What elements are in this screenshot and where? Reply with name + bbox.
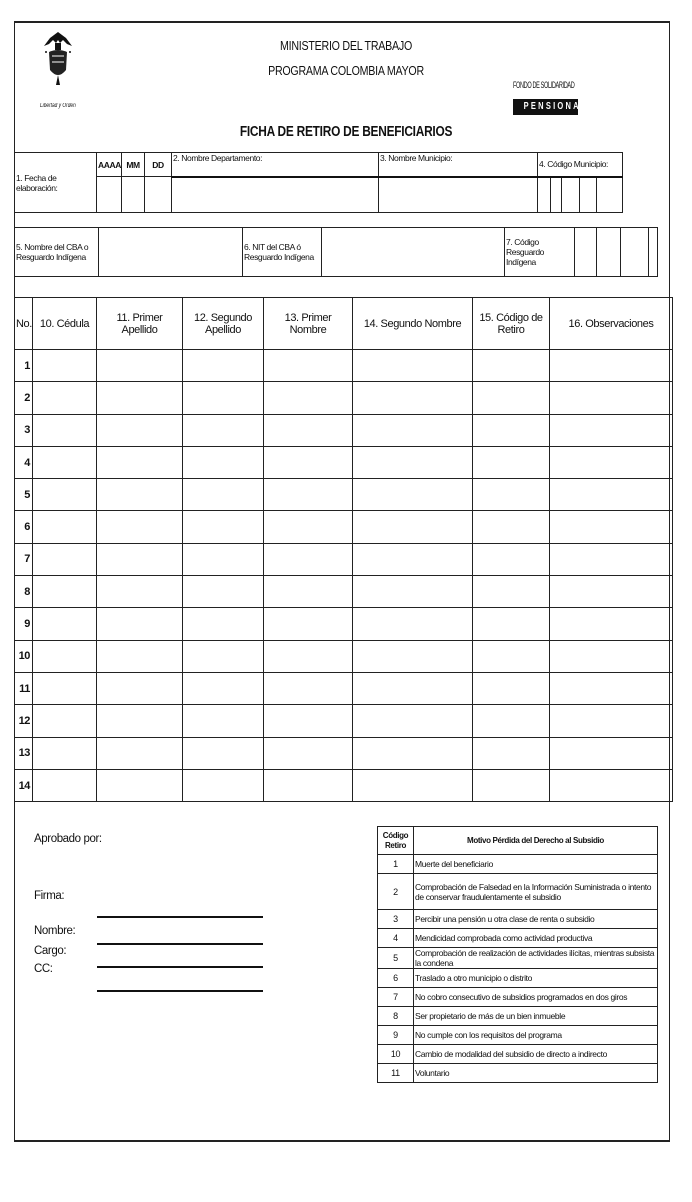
table-cell[interactable] (353, 640, 473, 672)
table-cell[interactable] (183, 414, 264, 446)
cargo-line[interactable] (97, 966, 263, 968)
code-number: 4 (378, 929, 414, 948)
table-cell[interactable] (97, 414, 183, 446)
table-cell[interactable] (473, 414, 550, 446)
table-cell[interactable] (183, 737, 264, 769)
departamento-label: 2. Nombre Departamento: (172, 153, 379, 177)
nombre-label: Nombre: (34, 925, 76, 937)
table-cell[interactable] (183, 640, 264, 672)
table-cell[interactable] (473, 705, 550, 737)
col-header-codigo-retiro: 15. Código de Retiro (473, 298, 550, 350)
row-number: 4 (15, 446, 33, 478)
col-header-primer-nombre: 13. Primer Nombre (264, 298, 353, 350)
form-title: FICHA DE RETIRO DE BENEFICIARIOS (239, 124, 453, 140)
table-cell[interactable] (33, 479, 97, 511)
table-cell[interactable] (550, 672, 673, 704)
table-cell[interactable] (183, 769, 264, 801)
table-cell[interactable] (33, 350, 97, 382)
codigo-resguardo-digit[interactable] (649, 228, 658, 277)
table-cell[interactable] (550, 608, 673, 640)
table-cell[interactable] (353, 737, 473, 769)
table-cell[interactable] (550, 640, 673, 672)
table-cell[interactable] (473, 511, 550, 543)
table-row (15, 769, 673, 801)
table-cell[interactable] (473, 640, 550, 672)
code-reason: Muerte del beneficiario (414, 855, 658, 874)
row-number: 14 (15, 769, 33, 801)
firma-label: Firma: (34, 890, 65, 902)
table-cell[interactable] (97, 640, 183, 672)
col-header-segundo-apellido: 12. Segundo Apellido (183, 298, 264, 350)
table-cell[interactable] (183, 479, 264, 511)
municipio-input[interactable] (379, 177, 538, 213)
table-cell[interactable] (264, 543, 353, 575)
cargo-label: Cargo: (34, 945, 67, 957)
code-number: 11 (378, 1064, 414, 1083)
table-header-row (15, 298, 673, 350)
table-cell[interactable] (33, 511, 97, 543)
table-row (15, 414, 673, 446)
table-cell[interactable] (183, 382, 264, 414)
fondo-logo-pensional: PENSIONAL (513, 99, 578, 115)
table-cell[interactable] (183, 543, 264, 575)
table-cell[interactable] (353, 382, 473, 414)
code-reason: Mendicidad comprobada como actividad productiva (414, 929, 658, 948)
municipio-label: 3. Nombre Municipio: (379, 153, 538, 177)
table-cell[interactable] (353, 479, 473, 511)
table-row (15, 382, 673, 414)
row-number: 1 (15, 350, 33, 382)
code-number: 5 (378, 948, 414, 969)
table-cell[interactable] (353, 350, 473, 382)
row-number: 10 (15, 640, 33, 672)
table-cell[interactable] (97, 576, 183, 608)
code-number: 3 (378, 910, 414, 929)
table-cell[interactable] (264, 576, 353, 608)
cba-label: 5. Nombre del CBA o Resguardo Indígena (15, 228, 99, 277)
code-number: 7 (378, 988, 414, 1007)
code-number: 10 (378, 1045, 414, 1064)
table-cell[interactable] (183, 705, 264, 737)
table-row (15, 543, 673, 575)
table-cell[interactable] (264, 672, 353, 704)
table-cell[interactable] (473, 479, 550, 511)
table-cell[interactable] (353, 446, 473, 478)
table-cell[interactable] (550, 576, 673, 608)
table-cell[interactable] (353, 705, 473, 737)
mm-header: MM (122, 153, 145, 177)
code-reason: Traslado a otro municipio o distrito (414, 969, 658, 988)
table-cell[interactable] (473, 737, 550, 769)
dd-header: DD (145, 153, 172, 177)
table-cell[interactable] (550, 769, 673, 801)
table-cell[interactable] (353, 414, 473, 446)
table-row (15, 608, 673, 640)
table-cell[interactable] (183, 446, 264, 478)
table-cell[interactable] (353, 543, 473, 575)
col-header-observaciones: 16. Observaciones (550, 298, 673, 350)
code-reason: Percibir una pensión u otra clase de renta o subsidio (414, 910, 658, 929)
code-row (378, 855, 658, 874)
table-cell[interactable] (33, 382, 97, 414)
row-number: 2 (15, 382, 33, 414)
nit-label: 6. NIT del CBA ó Resguardo Indígena (243, 228, 322, 277)
cba-input[interactable] (99, 228, 243, 277)
table-cell[interactable] (33, 640, 97, 672)
table-cell[interactable] (97, 769, 183, 801)
code-reason: No cumple con los requisitos del programa (414, 1026, 658, 1045)
code-row (378, 1007, 658, 1026)
table-cell[interactable] (33, 672, 97, 704)
code-number: 9 (378, 1026, 414, 1045)
table-row (15, 672, 673, 704)
code-row (378, 1026, 658, 1045)
table-cell[interactable] (33, 769, 97, 801)
departamento-input[interactable] (172, 177, 379, 213)
table-cell[interactable] (97, 446, 183, 478)
table-row (15, 511, 673, 543)
aaaa-input[interactable] (97, 177, 122, 213)
table-cell[interactable] (353, 608, 473, 640)
firma-line[interactable] (97, 916, 263, 918)
table-cell[interactable] (473, 350, 550, 382)
cc-line[interactable] (97, 990, 263, 992)
table-cell[interactable] (473, 769, 550, 801)
codigo-resguardo-digit[interactable] (575, 228, 597, 277)
table-row (15, 737, 673, 769)
table-cell[interactable] (33, 446, 97, 478)
table-cell[interactable] (264, 769, 353, 801)
codigo-resguardo-digit[interactable] (621, 228, 649, 277)
table-cell[interactable] (97, 737, 183, 769)
location-table-1 (14, 152, 623, 213)
nombre-line[interactable] (97, 943, 263, 945)
table-row (15, 576, 673, 608)
codes-header-code: Código Retiro (378, 827, 414, 855)
table-cell[interactable] (264, 640, 353, 672)
row-number: 3 (15, 414, 33, 446)
col-header-cedula: 10. Cédula (33, 298, 97, 350)
table-cell[interactable] (33, 543, 97, 575)
table-cell[interactable] (97, 705, 183, 737)
mm-input[interactable] (122, 177, 145, 213)
code-row (378, 948, 658, 969)
table-cell[interactable] (97, 543, 183, 575)
table-cell[interactable] (33, 414, 97, 446)
table-cell[interactable] (97, 672, 183, 704)
code-row (378, 1045, 658, 1064)
codes-table (377, 826, 658, 1083)
table-cell[interactable] (264, 446, 353, 478)
row-number: 13 (15, 737, 33, 769)
code-number: 2 (378, 874, 414, 910)
codigo-municipio-digit[interactable] (597, 177, 623, 213)
table-cell[interactable] (97, 350, 183, 382)
table-cell[interactable] (550, 479, 673, 511)
table-cell[interactable] (550, 350, 673, 382)
code-number: 6 (378, 969, 414, 988)
col-header-primer-apellido: 11. Primer Apellido (97, 298, 183, 350)
code-row (378, 988, 658, 1007)
dd-input[interactable] (145, 177, 172, 213)
row-number: 7 (15, 543, 33, 575)
table-cell[interactable] (97, 382, 183, 414)
table-cell[interactable] (550, 382, 673, 414)
table-cell[interactable] (33, 576, 97, 608)
table-cell[interactable] (33, 737, 97, 769)
table-cell[interactable] (264, 350, 353, 382)
col-header-no: No. (15, 298, 33, 350)
code-reason: Comprobación de Falsedad en la Información Suministrada o intento de conservar fraudulentamente el subsidio (414, 874, 658, 910)
row-number: 8 (15, 576, 33, 608)
table-cell[interactable] (473, 446, 550, 478)
nit-input[interactable] (322, 228, 505, 277)
code-number: 1 (378, 855, 414, 874)
row-number: 11 (15, 672, 33, 704)
table-cell[interactable] (183, 511, 264, 543)
table-row (15, 446, 673, 478)
fecha-label: 1. Fecha de elaboración: (15, 153, 97, 213)
codigo-municipio-digit[interactable] (562, 177, 580, 213)
table-cell[interactable] (550, 414, 673, 446)
table-cell[interactable] (264, 382, 353, 414)
table-row (15, 640, 673, 672)
table-cell[interactable] (97, 479, 183, 511)
code-number: 8 (378, 1007, 414, 1026)
table-cell[interactable] (183, 350, 264, 382)
table-cell[interactable] (97, 608, 183, 640)
table-cell[interactable] (264, 511, 353, 543)
table-cell[interactable] (550, 446, 673, 478)
table-cell[interactable] (353, 769, 473, 801)
code-row (378, 969, 658, 988)
approved-by-label: Aprobado por: (34, 833, 102, 845)
code-reason: Cambio de modalidad del subsidio de directo a indirecto (414, 1045, 658, 1064)
codigo-municipio-digit[interactable] (538, 177, 551, 213)
code-row (378, 874, 658, 910)
codes-header-reason: Motivo Pérdida del Derecho al Subsidio (414, 827, 658, 855)
beneficiaries-table (14, 297, 673, 802)
code-row (378, 910, 658, 929)
location-table-2 (14, 227, 658, 277)
table-cell[interactable] (183, 608, 264, 640)
aaaa-header: AAAA (97, 153, 122, 177)
code-reason: Comprobación de realización de actividades ilícitas, mientras subsista la condena (414, 948, 658, 969)
table-cell[interactable] (264, 737, 353, 769)
table-cell[interactable] (264, 608, 353, 640)
table-cell[interactable] (473, 576, 550, 608)
codigo-municipio-digit[interactable] (551, 177, 562, 213)
codigo-resguardo-label: 7. Código Resguardo Indígena (505, 228, 575, 277)
table-cell[interactable] (33, 705, 97, 737)
table-row (15, 350, 673, 382)
code-reason: No cobro consecutivo de subsidios programados en dos giros (414, 988, 658, 1007)
row-number: 9 (15, 608, 33, 640)
table-row (15, 479, 673, 511)
table-cell[interactable] (473, 672, 550, 704)
row-number: 5 (15, 479, 33, 511)
table-cell[interactable] (33, 608, 97, 640)
table-cell[interactable] (550, 511, 673, 543)
row-number: 6 (15, 511, 33, 543)
table-row (15, 705, 673, 737)
fondo-logo-text: FONDO DE SOLIDARIDAD (513, 80, 575, 90)
table-cell[interactable] (353, 672, 473, 704)
table-cell[interactable] (183, 576, 264, 608)
table-cell[interactable] (550, 705, 673, 737)
table-cell[interactable] (473, 382, 550, 414)
table-cell[interactable] (550, 737, 673, 769)
cc-label: CC: (34, 963, 53, 975)
emblem-caption: Libertad y Orden (40, 103, 76, 109)
table-cell[interactable] (353, 576, 473, 608)
col-header-segundo-nombre: 14. Segundo Nombre (353, 298, 473, 350)
table-cell[interactable] (550, 543, 673, 575)
table-cell[interactable] (264, 479, 353, 511)
code-reason: Ser propietario de más de un bien inmueble (414, 1007, 658, 1026)
codigo-municipio-label: 4. Código Municipio: (538, 153, 623, 177)
table-cell[interactable] (353, 511, 473, 543)
table-cell[interactable] (473, 543, 550, 575)
ministry-title: MINISTERIO DEL TRABAJO (279, 38, 413, 53)
table-cell[interactable] (264, 705, 353, 737)
codigo-municipio-digit[interactable] (580, 177, 597, 213)
code-row (378, 929, 658, 948)
code-row (378, 1064, 658, 1083)
table-cell[interactable] (264, 414, 353, 446)
table-cell[interactable] (473, 608, 550, 640)
code-reason: Voluntario (414, 1064, 658, 1083)
table-cell[interactable] (97, 511, 183, 543)
row-number: 12 (15, 705, 33, 737)
table-cell[interactable] (183, 672, 264, 704)
program-title: PROGRAMA COLOMBIA MAYOR (268, 63, 424, 78)
codigo-resguardo-digit[interactable] (597, 228, 621, 277)
